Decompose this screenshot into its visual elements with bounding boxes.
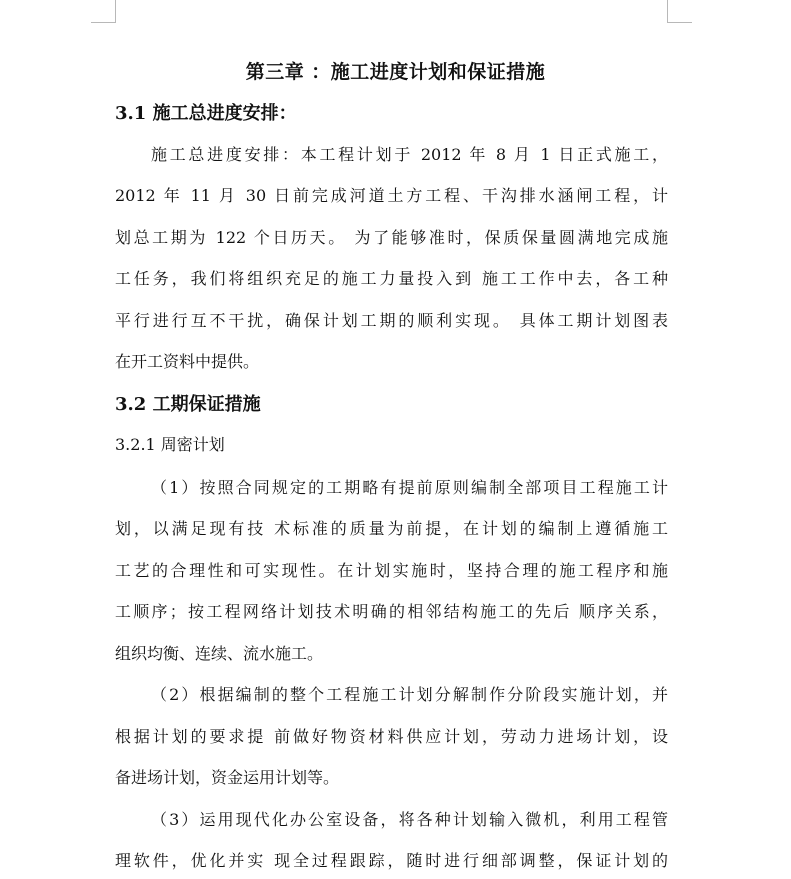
paragraph-line: 理软件，优化并实 现全过程跟踪，随时进行细部调整，保证计划的 [115, 851, 668, 870]
paragraph-line: （3）运用现代化办公室设备，将各种计划输入微机，利用工程管 [151, 810, 668, 829]
crop-mark-top-right [667, 0, 692, 23]
section-heading-3-1: 3.1 施工总进度安排： [115, 103, 297, 124]
subsection-heading-3-2-1: 3.2.1 周密计划 [115, 435, 225, 454]
paragraph-line: 组织均衡、连续、流水施工。 [115, 644, 324, 663]
paragraph-line: 工任务，我们将组织充足的施工力量投入到 施工工作中去，各工种 [115, 269, 668, 288]
paragraph-line: 工艺的合理性和可实现性。在计划实施时，坚持合理的施工程序和施 [115, 561, 668, 580]
paragraph-line: 划，以满足现有技 术标准的质量为前提，在计划的编制上遵循施工 [115, 519, 668, 538]
section-heading-3-2: 3.2 工期保证措施 [115, 394, 261, 415]
paragraph-line: 划总工期为 122 个日历天。 为了能够准时，保质保量圆满地完成施 [115, 228, 668, 247]
paragraph-line: 工顺序；按工程网络计划技术明确的相邻结构施工的先后 顺序关系， [115, 602, 668, 621]
paragraph-line: （2）根据编制的整个工程施工计划分解制作分阶段实施计划，并 [151, 685, 668, 704]
paragraph-line: （1）按照合同规定的工期略有提前原则编制全部项目工程施工计 [151, 478, 668, 497]
chapter-title: 第三章 ：施工进度计划和保证措施 [245, 61, 546, 83]
crop-mark-top-left [91, 0, 116, 23]
paragraph-line: 备进场计划，资金运用计划等。 [115, 768, 340, 787]
paragraph-line: 根据计划的要求提 前做好物资材料供应计划，劳动力进场计划，设 [115, 727, 668, 746]
paragraph-line: 平行进行互不干扰，确保计划工期的顺利实现。 具体工期计划图表 [115, 311, 668, 330]
paragraph-line: 2012 年 11 月 30 日前完成河道土方工程、干沟排水涵闸工程，计 [115, 186, 668, 205]
paragraph-line: 施工总进度安排：本工程计划于 2012 年 8 月 1 日正式施工， [151, 145, 668, 164]
paragraph-line: 在开工资料中提供。 [115, 352, 260, 371]
